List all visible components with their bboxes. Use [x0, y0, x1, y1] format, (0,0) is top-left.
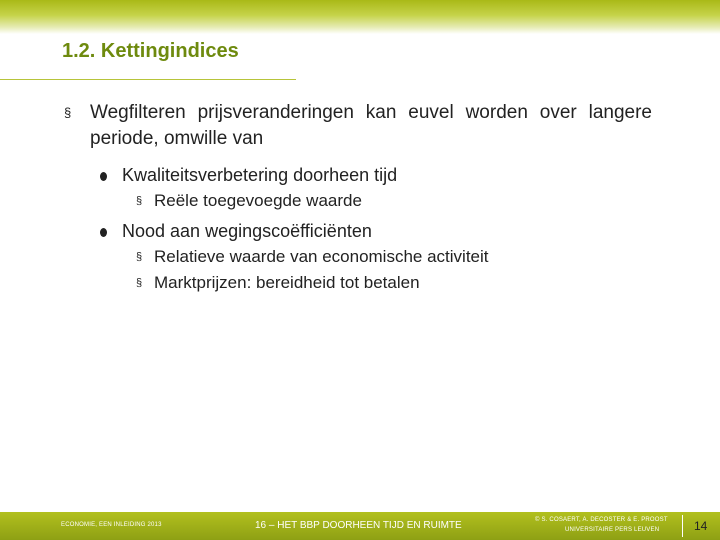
header-band: [0, 0, 720, 34]
footer-divider: [682, 515, 683, 537]
section-bullet-icon: §: [136, 277, 143, 289]
footer-course-title: ECONOMIE, EEN INLEIDING 2013: [61, 522, 162, 528]
section-bullet-icon: §: [64, 105, 72, 120]
bullet-item: [62, 162, 652, 188]
bullet-subitem: [62, 270, 652, 296]
dot-bullet-icon: [100, 172, 107, 181]
bullet-item-text: Nood aan wegingscoëfficiënten: [122, 221, 372, 241]
bullet-subitem-text: Marktprijzen: bereidheid tot betalen: [154, 273, 420, 292]
slide-footer: [0, 512, 720, 540]
footer-publisher: UNIVERSITAIRE PERS LEUVEN: [565, 527, 660, 533]
bullet-subitem: [62, 188, 652, 214]
bullet-item: [62, 218, 652, 244]
footer-chapter-title: 16 – HET BBP DOORHEEN TIJD EN RUIMTE: [255, 520, 462, 531]
page-number: 14: [694, 519, 708, 533]
bullet-main-text: Wegfilteren prijsveranderingen kan euvel worden over langere periode, omwille van: [90, 102, 652, 149]
dot-bullet-icon: [100, 228, 107, 237]
slide-title: 1.2. Kettingindices: [62, 40, 239, 62]
section-bullet-icon: §: [136, 251, 143, 263]
bullet-main: [62, 100, 652, 152]
bullet-item-text: Kwaliteitsverbetering doorheen tijd: [122, 165, 398, 185]
footer-copyright: © S. COSAERT, A. DECOSTER & E. PROOST: [535, 517, 668, 523]
section-bullet-icon: §: [136, 195, 143, 207]
title-underline: [0, 79, 296, 80]
bullet-subitem: [62, 244, 652, 270]
bullet-subitem-text: Reële toegevoegde waarde: [154, 191, 362, 210]
bullet-subitem-text: Relatieve waarde van economische activiteit: [154, 247, 489, 266]
slide-content: [62, 100, 652, 296]
